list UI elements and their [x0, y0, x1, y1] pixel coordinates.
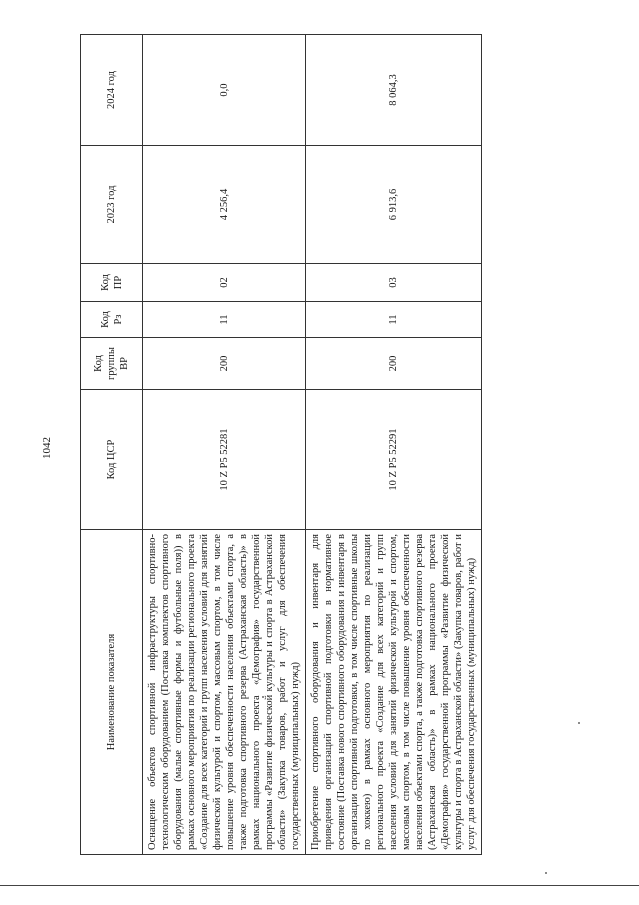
header-csr: Код ЦСР — [81, 390, 143, 530]
row-2023-cell: 4 256,4 — [143, 146, 306, 264]
budget-table — [80, 34, 482, 855]
page-number: 1042 — [41, 437, 53, 459]
row-vr-cell: 200 — [306, 338, 482, 390]
scan-bottom-rule — [0, 885, 639, 886]
scan-speck — [262, 696, 264, 698]
row-csr-cell: 10 Z P5 52281 — [143, 390, 306, 530]
row-2023-cell: 6 913,6 — [306, 146, 482, 264]
row-pr-cell: 02 — [143, 264, 306, 302]
header-2023: 2023 год — [81, 146, 143, 264]
table-row — [143, 35, 306, 855]
row-2024-cell: 0,0 — [143, 35, 306, 146]
scan-speck — [545, 872, 547, 874]
row-name-cell: Оснащение объектов спортивной инфраструктуры спортивно-технологическим оборудованием (Поставка комплектов спортивного оборудования (малые спортивные формы и футбольные поля)) в рамках основного мероприятия по реализации регионального проекта «Создание для всех категорий и групп населения условий для занятий физической культурой и спортом, массовым спортом, в том числе повышение уровня обеспеченности населения объектами спорта, а также подготовка спортивного резерва (Астраханская область)» в рамках национального проекта «Демография» государственной программы «Развитие физической культуры и спорта в Астраханской области» (Закупка товаров, работ и услуг для обеспечения государственных (муниципальных) нужд) — [143, 530, 306, 855]
scan-speck — [578, 722, 580, 724]
table-header-row — [81, 35, 143, 855]
row-name-cell: Приобретение спортивного оборудования и инвентаря для приведения организаций спортивной подготовки в нормативное состояние (Поставка нового спортивного оборудования и инвентаря в организации спортивной подготовки, в том числе спортивные школы по хоккею) в рамках основного мероприятия по реализации регионального проекта «Создание для всех категорий и групп населения условий для занятий физической культурой и спортом, массовым спортом, в том числе повышение уровня обеспеченности населения объектами спорта, а также подготовка спортивного резерва (Астраханская область)» в рамках национального проекта «Демография» государственной программы «Развитие физической культуры и спорта в Астраханской области» (Закупка товаров, работ и услуг для обеспечения государственных (муниципальных) нужд) — [306, 530, 482, 855]
row-rz-cell: 11 — [143, 302, 306, 338]
row-pr-cell: 03 — [306, 264, 482, 302]
row-csr-cell: 10 Z P5 52291 — [306, 390, 482, 530]
rotated-table-container — [80, 35, 480, 855]
header-pr: Код ПР — [81, 264, 143, 302]
header-vr: Код группы ВР — [81, 338, 143, 390]
row-rz-cell: 11 — [306, 302, 482, 338]
row-2024-cell: 8 064,3 — [306, 35, 482, 146]
header-name: Наименование показателя — [81, 530, 143, 855]
table-row — [306, 35, 482, 855]
header-rz: Код Рз — [81, 302, 143, 338]
row-vr-cell: 200 — [143, 338, 306, 390]
header-2024: 2024 год — [81, 35, 143, 146]
